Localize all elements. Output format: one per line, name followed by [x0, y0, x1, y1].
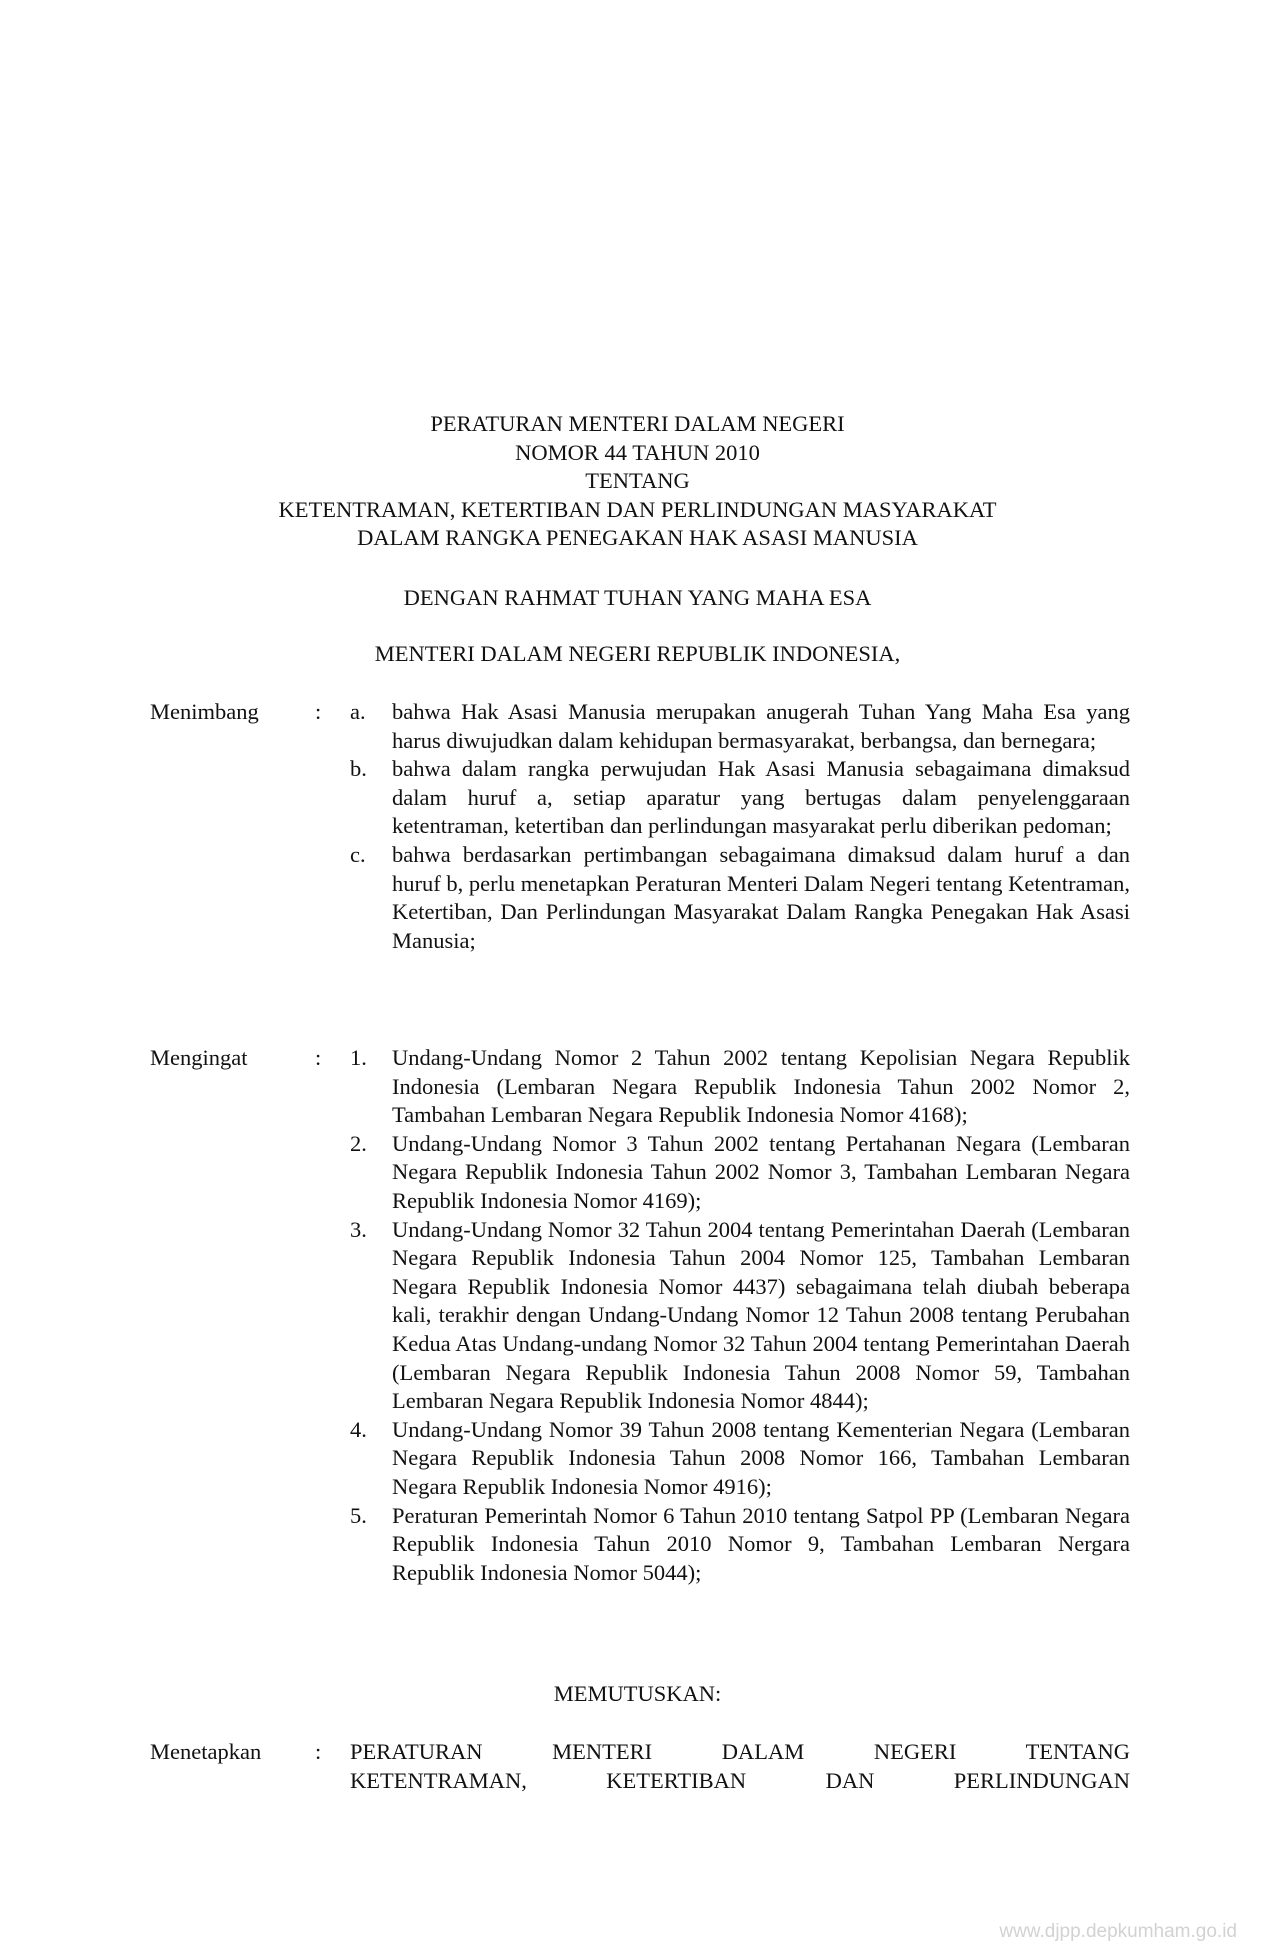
blessing-line: DENGAN RAHMAT TUHAN YANG MAHA ESA	[403, 585, 872, 610]
item-text: Undang-Undang Nomor 39 Tahun 2008 tentang Kementerian Negara (Lembaran Negara Republik Indonesia Tahun 2008 Nomor 166, Tambahan Lembaran Negara Republik Indonesia Nomor 4916);	[392, 1416, 1130, 1499]
list-item	[350, 755, 1130, 841]
title-line: PERATURAN MENTERI DALAM NEGERI	[430, 411, 845, 436]
enactment-line: PERATURAN MENTERI DALAM NEGERI TENTANG	[350, 1739, 1130, 1764]
section-colon: :	[315, 1045, 322, 1070]
item-text: Undang-Undang Nomor 32 Tahun 2004 tentang Pemerintahan Daerah (Lembaran Negara Republik Indonesia Tahun 2004 Nomor 125, Tambahan Lembaran Negara Republik Indonesia Nomor 4437) sebagaimana telah diubah beberapa kali, terakhir dengan Undang-Undang Nomor 12 Tahun 2008 tentang Perubahan Kedua Atas Undang-undang Nomor 32 Tahun 2004 tentang Pemerintahan Daerah (Lembaran Negara Republik Indonesia Tahun 2008 Nomor 59, Tambahan Lembaran Negara Republik Indonesia Nomor 4844);	[392, 1216, 1130, 1414]
item-marker: 1.	[350, 1045, 367, 1070]
item-text: bahwa Hak Asasi Manusia merupakan anugerah Tuhan Yang Maha Esa yang harus diwujudkan dalam kehidupan bermasyarakat, berbangsa, dan bernegara;	[392, 699, 1130, 753]
item-marker: c.	[350, 841, 366, 867]
title-line: NOMOR 44 TAHUN 2010	[515, 439, 760, 465]
title-line: DALAM RANGKA PENEGAKAN HAK ASASI MANUSIA	[357, 525, 918, 551]
title-line: KETENTRAMAN, KETERTIBAN DAN PERLINDUNGAN MASYARAKAT	[278, 496, 997, 522]
decision-heading: MEMUTUSKAN:	[553, 1681, 722, 1706]
list-item	[350, 841, 1130, 955]
title-line: TENTANG	[585, 468, 690, 494]
section-colon: :	[315, 1739, 322, 1764]
item-text: Undang-Undang Nomor 2 Tahun 2002 tentang Kepolisian Negara Republik Indonesia (Lembaran Negara Republik Indonesia Tahun 2002 Nomor 2, Tambahan Lembaran Negara Republik Indonesia Nomor 4168);	[392, 1045, 1130, 1128]
item-marker: 3.	[350, 1216, 367, 1242]
authority-line: MENTERI DALAM NEGERI REPUBLIK INDONESIA,	[374, 641, 901, 666]
list-item	[350, 1216, 1130, 1416]
list-item	[350, 1044, 1130, 1130]
item-text: bahwa dalam rangka perwujudan Hak Asasi Manusia sebagaimana dimaksud dalam huruf a, setiap aparatur yang bertugas dalam penyelenggaraan ketentraman, ketertiban dan perlindungan masyarakat perlu diberikan pedoman;	[392, 756, 1130, 839]
item-text: bahwa berdasarkan pertimbangan sebagaimana dimaksud dalam huruf a dan huruf b, perlu menetapkan Peraturan Menteri Dalam Negeri tentang Ketentraman, Ketertiban, Dan Perlindungan Masyarakat Dalam Rangka Penegakan Hak Asasi Manusia;	[392, 841, 1130, 953]
item-marker: 5.	[350, 1502, 367, 1528]
section-label: Menetapkan	[150, 1739, 262, 1764]
item-marker: b.	[350, 756, 367, 782]
section-label: Menimbang	[150, 699, 259, 724]
list-item	[350, 1416, 1130, 1502]
list-item	[350, 1502, 1130, 1588]
mengingat-list	[350, 1044, 1130, 1587]
list-item	[350, 1130, 1130, 1216]
regulation-title	[0, 410, 1275, 553]
item-text: Undang-Undang Nomor 3 Tahun 2002 tentang Pertahanan Negara (Lembaran Negara Republik Indonesia Tahun 2002 Nomor 3, Tambahan Lembaran Negara Republik Indonesia Nomor 4169);	[392, 1130, 1130, 1213]
item-marker: 2.	[350, 1130, 367, 1156]
item-marker: 4.	[350, 1416, 367, 1442]
section-colon: :	[315, 699, 322, 724]
menetapkan-text	[350, 1738, 1130, 1795]
menimbang-list	[350, 698, 1130, 955]
website-watermark: www.djpp.depkumham.go.id	[999, 1921, 1237, 1942]
enactment-line: KETENTRAMAN, KETERTIBAN DAN PERLINDUNGAN	[350, 1767, 1130, 1793]
section-label: Mengingat	[150, 1045, 248, 1070]
item-text: Peraturan Pemerintah Nomor 6 Tahun 2010 tentang Satpol PP (Lembaran Negara Republik Indonesia Tahun 2010 Nomor 9, Tambahan Lembaran Nergara Republik Indonesia Nomor 5044);	[392, 1502, 1130, 1585]
item-marker: a.	[350, 699, 366, 724]
list-item	[350, 698, 1130, 755]
